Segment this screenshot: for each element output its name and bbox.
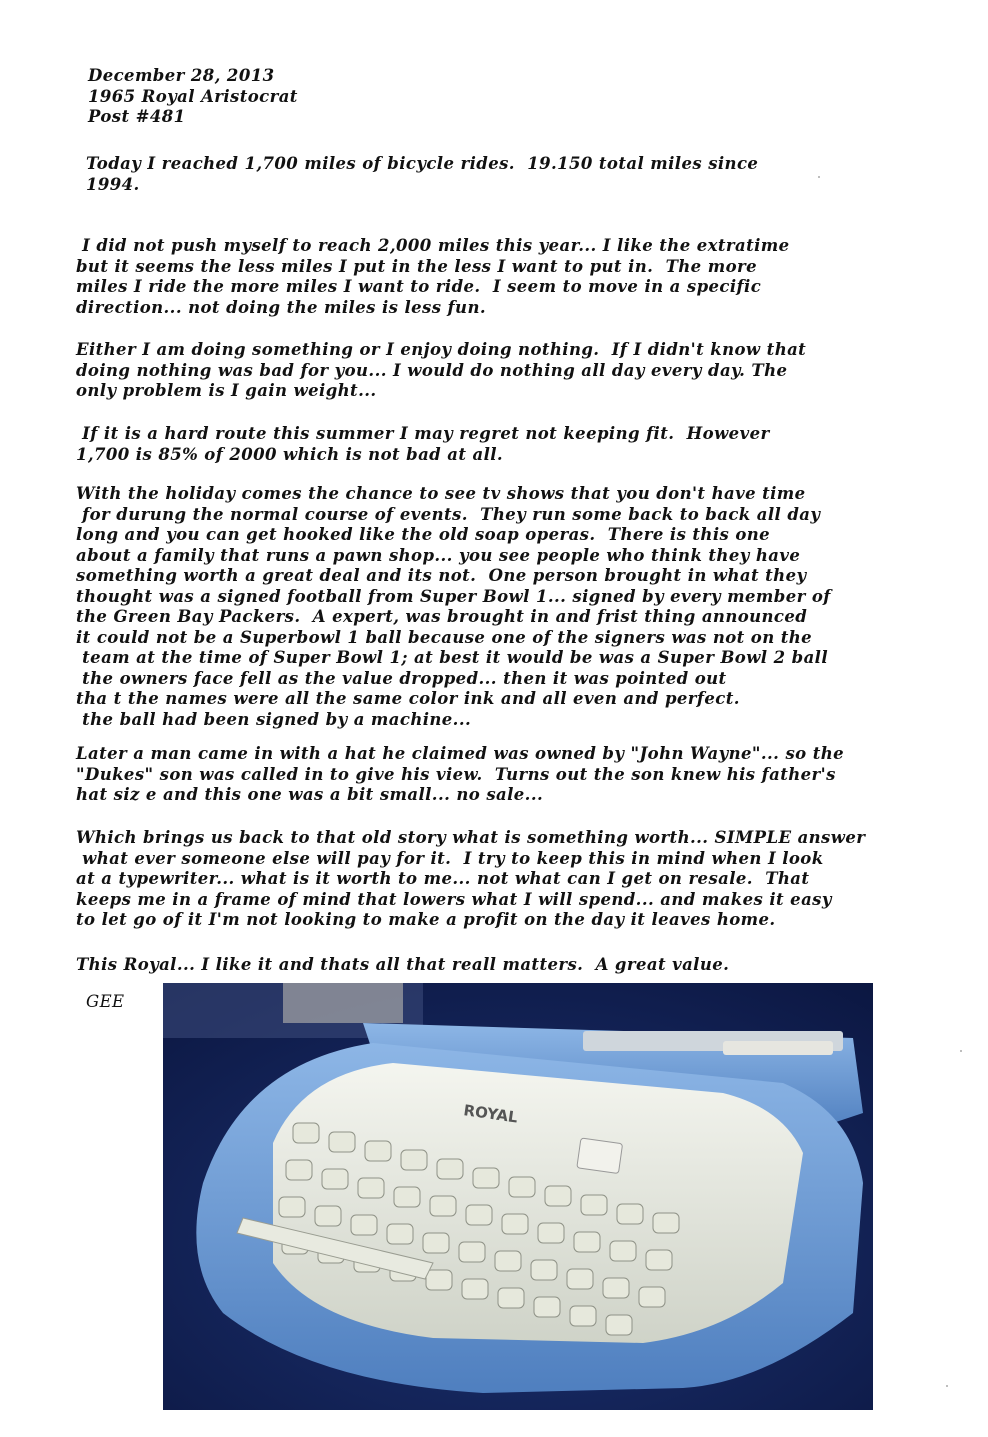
paragraph-worth: Which brings us back to that old story what is something worth... SIMPLE answer what ever someone else will pay for it. I try to keep this in mind when I look at a typewriter... what is it worth to me... not what can I get on resale. That keeps me in a frame of mind that lowers what I will spend... and makes it easy to let go of it I'm not looking to make a profit on the day it leaves home.: [76, 828, 866, 929]
typewriter-key: [502, 1214, 528, 1234]
paragraph-john-wayne: Later a man came in with a hat he claimed was owned by "John Wayne"... so the "Dukes" son was called in to give his view. Turns out the son knew his father's hat siz e and this one was a bit small... no sale...: [76, 744, 845, 804]
typewriter-key: [462, 1279, 488, 1299]
typewriter-key: [473, 1168, 499, 1188]
letter-date: December 28, 2013: [88, 66, 275, 85]
typewriter-key: [570, 1306, 596, 1326]
typewriter-key: [322, 1169, 348, 1189]
typewriter-key: [610, 1241, 636, 1261]
typewriter-key: [394, 1187, 420, 1207]
typewriter-key: [606, 1315, 632, 1335]
typewriter-key: [459, 1242, 485, 1262]
paragraph-miles: Today I reached 1,700 miles of bicycle rides. 19.150 total miles since 1994.: [86, 154, 759, 194]
typewriter-key: [279, 1197, 305, 1217]
typewriter-key: [646, 1250, 672, 1270]
paragraph-pawn-shop: With the holiday comes the chance to see tv shows that you don't have time for durung the normal course of events. They run some back to back all day long and you can get hooked like the old soap operas. There is this one about a family that runs a pawn shop... you see people who think they have something worth a great deal and its not. One person brought in what they thought was a signed football from Super Bowl 1... signed by every member of the Green Bay Packers. A expert, was brought in and frist thing announced it could not be a Superbowl 1 ball because one of the signers was not on the team at the time of Super Bowl 1; at best it would be was a Super Bowl 2 ball the owners face fell as the value dropped... then it was pointed out tha t the names were all the same color ink and all even and perfect. the ball had been signed by a machine...: [76, 484, 831, 729]
typewriter-key: [639, 1287, 665, 1307]
typewriter-key: [437, 1159, 463, 1179]
typewriter-key: [466, 1205, 492, 1225]
post-number: Post #481: [88, 107, 186, 126]
signature: GEE: [86, 992, 125, 1011]
typewriter-key: [567, 1269, 593, 1289]
typewriter-key: [358, 1178, 384, 1198]
typewriter-key: [603, 1278, 629, 1298]
typewriter-key: [545, 1186, 571, 1206]
typewriter-key: [538, 1223, 564, 1243]
typewriter-model: 1965 Royal Aristocrat: [88, 86, 298, 106]
typewriter-key: [329, 1132, 355, 1152]
paragraph-motivation: I did not push myself to reach 2,000 miles this year... I like the extratime but it seems the less miles I put in the less I want to put in. The more miles I ride the more miles I want to ride. I seem to move in a specific direction... not doing the miles is less fun.: [76, 236, 790, 317]
letter-header: [88, 66, 298, 128]
paragraph-summer: If it is a hard route this summer I may regret not keeping fit. However 1,700 is 85% of 2000 which is not bad at all.: [76, 424, 770, 464]
typewriter-key: [387, 1224, 413, 1244]
typewriter-key: [495, 1251, 521, 1271]
typewriter-key: [498, 1288, 524, 1308]
typewriter-key: [531, 1260, 557, 1280]
typewriter-key: [293, 1123, 319, 1143]
paragraph-closing: This Royal... I like it and thats all that reall matters. A great value.: [76, 955, 730, 974]
typewriter-key: [509, 1177, 535, 1197]
typewriter-key: [351, 1215, 377, 1235]
typewriter-key: [423, 1233, 449, 1253]
typewriter-key: [365, 1141, 391, 1161]
typewriter-key: [426, 1270, 452, 1290]
typewriter-photo: [163, 983, 873, 1410]
typewriter-key: [401, 1150, 427, 1170]
typewriter-key: [653, 1213, 679, 1233]
magic-column-set-key: [577, 1138, 623, 1174]
paragraph-doing-nothing: Either I am doing something or I enjoy doing nothing. If I didn't know that doing nothing was bad for you... I would do nothing all day every day. The only problem is I gain weight...: [76, 340, 807, 400]
typewriter-key: [574, 1232, 600, 1252]
typewriter-key: [581, 1195, 607, 1215]
typewriter-key: [617, 1204, 643, 1224]
typewriter-key: [315, 1206, 341, 1226]
brand-label: ROYAL: [462, 1101, 519, 1127]
typewriter-illustration: [163, 983, 873, 1410]
typewriter-key: [286, 1160, 312, 1180]
typewriter-key: [430, 1196, 456, 1216]
typewriter-key: [534, 1297, 560, 1317]
